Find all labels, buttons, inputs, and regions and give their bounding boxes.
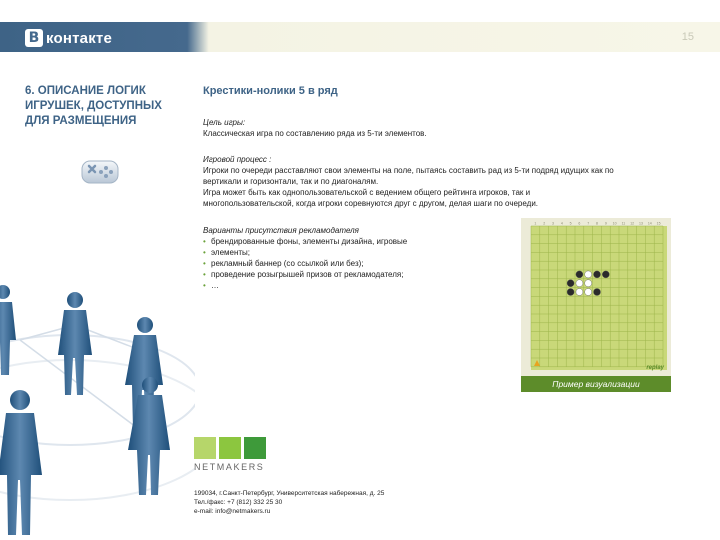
section-title [25, 84, 185, 129]
ads-label: Варианты присутствия рекламодателя [203, 226, 359, 235]
page-number: 15 [681, 31, 694, 43]
replay-link[interactable]: replay [646, 365, 664, 371]
contacts [194, 489, 384, 516]
section-title-line: ИГРУШЕК, ДОСТУПНЫХ [25, 100, 162, 112]
column-number: 15 [656, 221, 661, 226]
gamepad-icon [80, 157, 120, 187]
board-column-numbers [534, 222, 660, 226]
phone: Тел./факс: +7 (812) 332 25 30 [194, 499, 283, 506]
address: 199034, г.Санкт-Петербург, Университетская набережная, д. 25 [194, 490, 385, 497]
process-label: Игровой процесс : [203, 155, 272, 164]
ads-item: • брендированные фоны, элементы дизайна, игровые [203, 236, 463, 247]
logo-squares [194, 437, 284, 459]
white-stone[interactable] [576, 288, 583, 295]
column-number: 12 [630, 221, 635, 226]
game-board-preview[interactable] [521, 218, 671, 392]
process-line: вертикали и горизонтали, так и по диагоналям. [203, 177, 379, 186]
black-stone[interactable] [593, 288, 600, 295]
goal-label: Цель игры: [203, 118, 246, 127]
column-number: 1 [534, 221, 537, 226]
logo-square [194, 437, 216, 459]
process-line: многопользовательской, когда игроки соревнуются друг с другом, делая шаги по очереди. [203, 199, 539, 208]
ads-item: • рекламный баннер (со ссылкой или без); [203, 258, 463, 269]
column-number: 9 [604, 221, 607, 226]
white-stone[interactable] [576, 280, 583, 287]
column-number: 6 [578, 221, 581, 226]
logo-square [244, 437, 266, 459]
white-stone[interactable] [585, 271, 592, 278]
board-caption: Пример визуализации [521, 376, 671, 392]
section-title-line: ДЛЯ РАЗМЕЩЕНИЯ [25, 115, 137, 127]
column-number: 2 [543, 221, 546, 226]
column-number: 13 [639, 221, 643, 226]
people-network-illustration [0, 280, 195, 540]
ads-list [203, 236, 463, 291]
black-stone[interactable] [576, 271, 583, 278]
black-stone[interactable] [567, 288, 574, 295]
white-stone[interactable] [585, 288, 592, 295]
column-number: 3 [552, 221, 554, 226]
ads-item: • … [203, 280, 463, 291]
process-line: Игра может быть как однопользовательской с ведением общего рейтинга игроков, так и [203, 188, 531, 197]
ads-item-continuation: • элементы; [203, 247, 463, 258]
column-number: 8 [596, 221, 598, 226]
black-stone[interactable] [602, 271, 609, 278]
company-name: NETMAKERS [194, 462, 265, 472]
netmakers-logo[interactable] [194, 437, 284, 477]
column-number: 10 [612, 221, 617, 226]
email-link[interactable]: e-mail: info@netmakers.ru [194, 508, 271, 515]
section-title-line: 6. ОПИСАНИЕ ЛОГИК [25, 85, 146, 97]
logo-text: контакте [46, 29, 113, 47]
black-stone[interactable] [567, 280, 574, 287]
process-line: Игроки по очереди расставляют свои элементы на поле, пытаясь составить рад из 5-ти подряд идущих как по [203, 166, 614, 175]
column-number: 4 [560, 221, 563, 226]
column-number: 5 [569, 221, 572, 226]
white-stone[interactable] [585, 280, 592, 287]
column-number: 11 [621, 221, 626, 226]
column-number: 7 [587, 221, 590, 226]
ads-item: • проведение розыгрышей призов от рекламодателя; [203, 269, 463, 280]
game-title: Крестики-нолики 5 в ряд [203, 85, 338, 97]
black-stone[interactable] [593, 271, 600, 278]
column-number: 14 [647, 221, 652, 226]
logo-letter: В [25, 29, 43, 47]
process-text [203, 165, 683, 209]
vkontakte-logo[interactable] [25, 28, 112, 48]
logo-square [219, 437, 241, 459]
goal-text: Классическая игра по составлению ряда из 5-ти элементов. [203, 129, 427, 138]
board-field[interactable] [531, 226, 667, 370]
